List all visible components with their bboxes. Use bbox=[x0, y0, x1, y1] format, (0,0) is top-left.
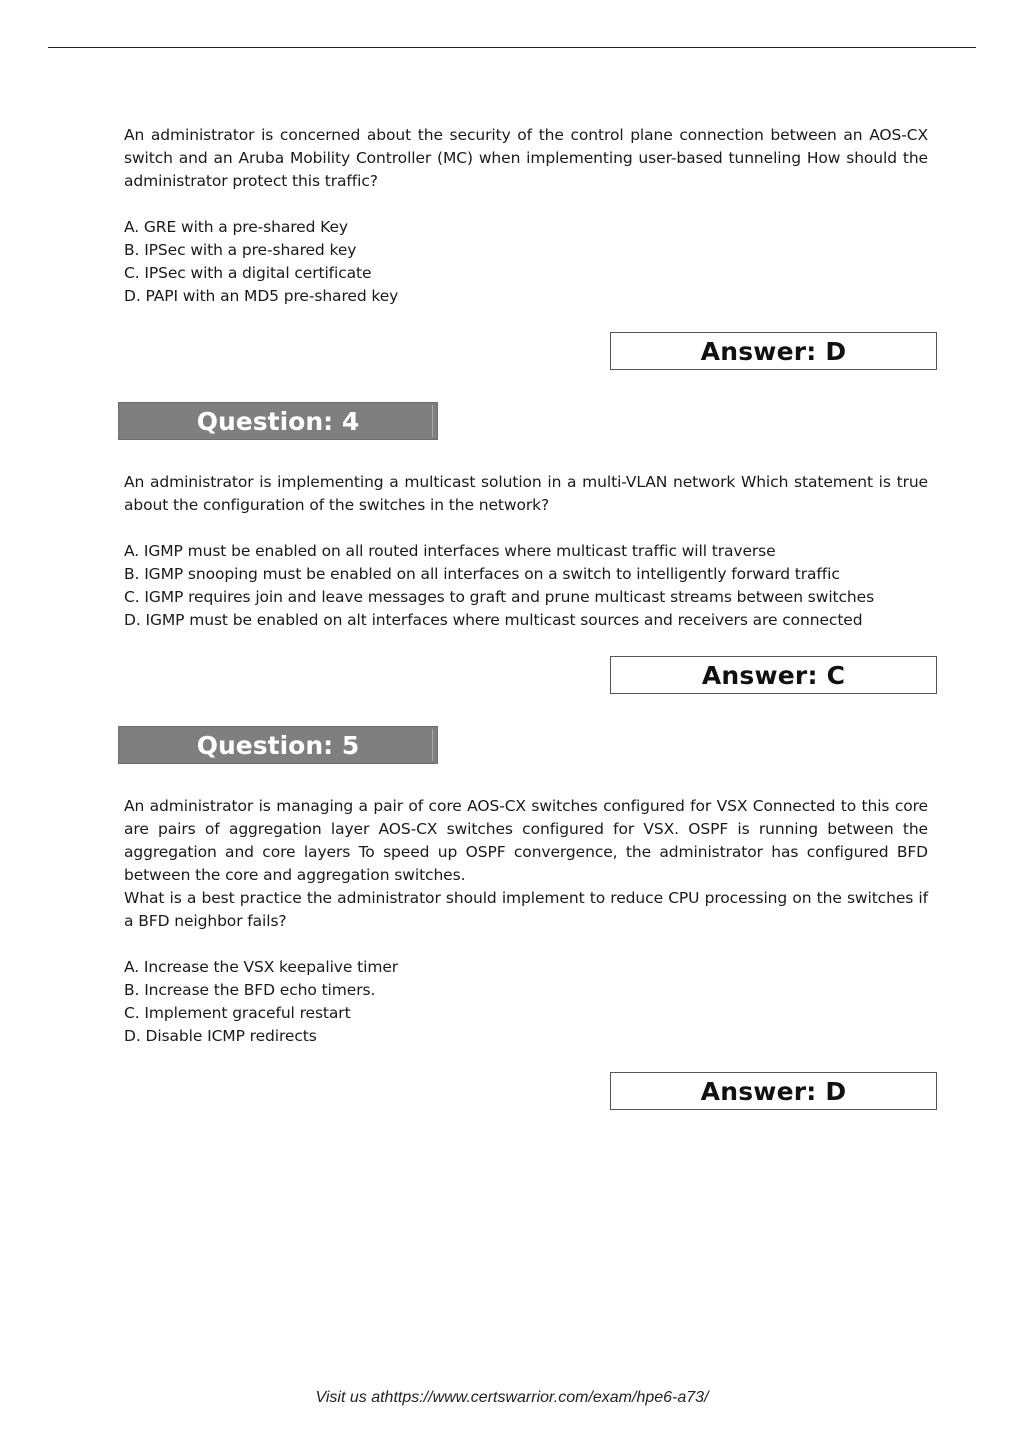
option-c: C. Implement graceful restart bbox=[124, 1004, 351, 1022]
question-3-options bbox=[124, 216, 928, 308]
question-5-options bbox=[124, 956, 928, 1048]
question-5-answer: Answer: D bbox=[610, 1072, 937, 1110]
question-5-body bbox=[124, 795, 928, 1048]
option-a: A. GRE with a pre-shared Key bbox=[124, 218, 348, 236]
question-4-header: Question: 4 bbox=[118, 402, 438, 440]
option-b: B. IPSec with a pre-shared key bbox=[124, 241, 357, 259]
question-4-body bbox=[124, 471, 928, 632]
option-d: D. PAPI with an MD5 pre-shared key bbox=[124, 287, 399, 305]
question-4-answer: Answer: C bbox=[610, 656, 937, 694]
option-d: D. IGMP must be enabled on alt interfaces where multicast sources and receivers are connected bbox=[124, 611, 863, 629]
question-5-header: Question: 5 bbox=[118, 726, 438, 764]
question-5-text-2: What is a best practice the administrator should implement to reduce CPU processing on the switches if a BFD neighbor fails? bbox=[124, 889, 928, 930]
header-divider bbox=[48, 47, 976, 48]
question-4-text: An administrator is implementing a multicast solution in a multi-VLAN network Which statement is true about the configuration of the switches in the network? bbox=[124, 473, 928, 514]
option-a: A. IGMP must be enabled on all routed interfaces where multicast traffic will traverse bbox=[124, 542, 776, 560]
question-3-answer: Answer: D bbox=[610, 332, 937, 370]
option-c: C. IPSec with a digital certificate bbox=[124, 264, 372, 282]
question-3-body bbox=[124, 124, 928, 308]
question-5-text: An administrator is managing a pair of core AOS-CX switches configured for VSX Connected to this core are pairs of aggregation layer AOS-CX switches configured for VSX. OSPF is running between the aggregation and core layers To speed up OSPF convergence, the administrator has configured BFD between the core and aggregation switches. bbox=[124, 797, 928, 884]
option-a: A. Increase the VSX keepalive timer bbox=[124, 958, 399, 976]
option-c: C. IGMP requires join and leave messages to graft and prune multicast streams between switches bbox=[124, 588, 875, 606]
question-3-text: An administrator is concerned about the security of the control plane connection between an AOS-CX switch and an Aruba Mobility Controller (MC) when implementing user-based tunneling How should the administrator protect this traffic? bbox=[124, 126, 928, 190]
option-b: B. IGMP snooping must be enabled on all interfaces on a switch to intelligently forward traffic bbox=[124, 565, 840, 583]
question-4-options bbox=[124, 540, 928, 632]
option-d: D. Disable ICMP redirects bbox=[124, 1027, 317, 1045]
option-b: B. Increase the BFD echo timers. bbox=[124, 981, 376, 999]
footer-link[interactable]: Visit us athttps://www.certswarrior.com/exam/hpe6-a73/ bbox=[315, 1389, 709, 1406]
